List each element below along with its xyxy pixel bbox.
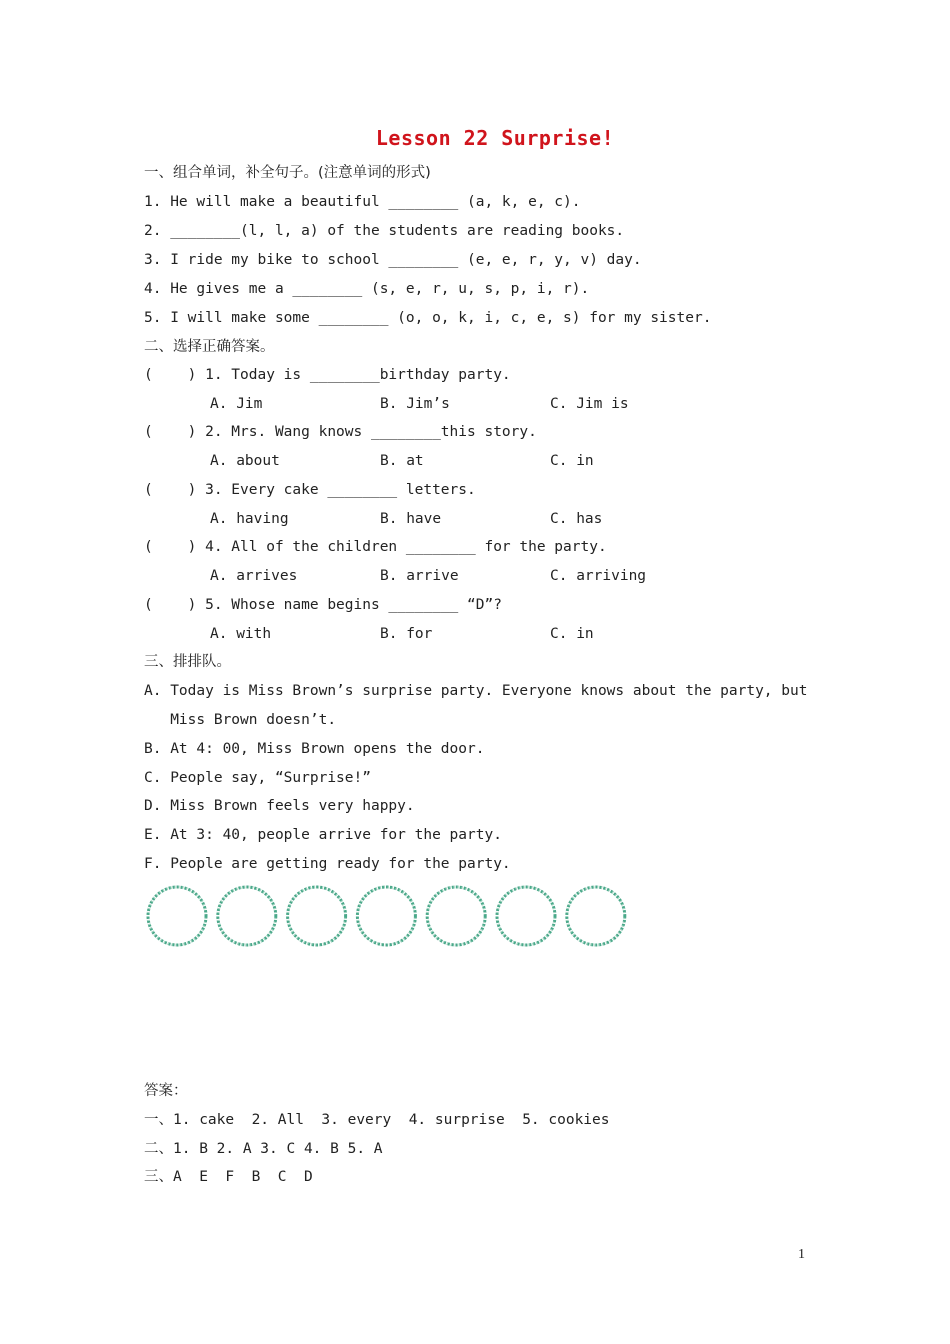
section3-item-b: B. At 4: 00, Miss Brown opens the door. (144, 741, 485, 757)
question-1-option-b: B. Jim’s (380, 396, 450, 412)
section3-item-d: D. Miss Brown feels very happy. (144, 798, 415, 814)
answers-heading: 答案： (144, 1083, 188, 1099)
question-4-stem: ( ) 4. All of the children ________ for the party. (144, 539, 607, 555)
section1-item-4: 4. He gives me a ________ (s, e, r, u, s, p, i, r). (144, 281, 590, 297)
question-5-stem: ( ) 5. Whose name begins ________ “D”? (144, 597, 502, 613)
section1-item-1: 1. He will make a beautiful ________ (a, k, e, c). (144, 194, 581, 210)
section1-item-2: 2. ________(l, l, a) of the students are reading books. (144, 223, 625, 239)
section3-heading: 三、排排队。 (144, 654, 231, 670)
section1-item-5: 5. I will make some ________ (o, o, k, i, c, e, s) for my sister. (144, 310, 712, 326)
question-3-option-b: B. have (380, 511, 442, 527)
answer-circles-svg (146, 884, 636, 948)
question-4-option-a: A. arrives (210, 568, 298, 584)
section2-heading: 二、选择正确答案。 (144, 339, 275, 355)
section1-heading: 一、组合单词，补全句子。(注意单词的形式) (144, 165, 431, 181)
answers-line-1: 一、1. cake 2. All 3. every 4. surprise 5. cookies (144, 1112, 610, 1128)
lesson-title: Lesson 22 Surprise! (375, 126, 615, 150)
question-5-option-c: C. in (550, 626, 594, 642)
section1-item-3: 3. I ride my bike to school ________ (e, e, r, y, v) day. (144, 252, 642, 268)
question-2-option-b: B. at (380, 453, 424, 469)
question-3-stem: ( ) 3. Every cake ________ letters. (144, 482, 476, 498)
answer-circles (146, 884, 636, 948)
question-2-option-c: C. in (550, 453, 594, 469)
answers-line-2: 二、1. B 2. A 3. C 4. B 5. A (144, 1141, 383, 1157)
question-1-option-a: A. Jim (210, 396, 263, 412)
question-2-stem: ( ) 2. Mrs. Wang knows ________this story. (144, 424, 537, 440)
section3-item-a-cont: Miss Brown doesn’t. (144, 712, 337, 728)
section3-item-c: C. People say, “Surprise!” (144, 770, 371, 786)
page-number: 1 (798, 1247, 805, 1262)
question-5-option-b: B. for (380, 626, 433, 642)
section3-item-a: A. Today is Miss Brown’s surprise party. Everyone knows about the party, but (144, 683, 808, 699)
question-4-option-c: C. arriving (550, 568, 647, 584)
question-4-option-b: B. arrive (380, 568, 459, 584)
question-1-option-c: C. Jim is (550, 396, 629, 412)
question-1-stem: ( ) 1. Today is ________birthday party. (144, 367, 511, 383)
question-3-option-c: C. has (550, 511, 603, 527)
section3-item-f: F. People are getting ready for the party. (144, 856, 511, 872)
answers-line-3: 三、A E F B C D (144, 1169, 313, 1185)
question-3-option-a: A. having (210, 511, 289, 527)
section3-item-e: E. At 3: 40, people arrive for the party. (144, 827, 502, 843)
question-5-option-a: A. with (210, 626, 272, 642)
question-2-option-a: A. about (210, 453, 280, 469)
